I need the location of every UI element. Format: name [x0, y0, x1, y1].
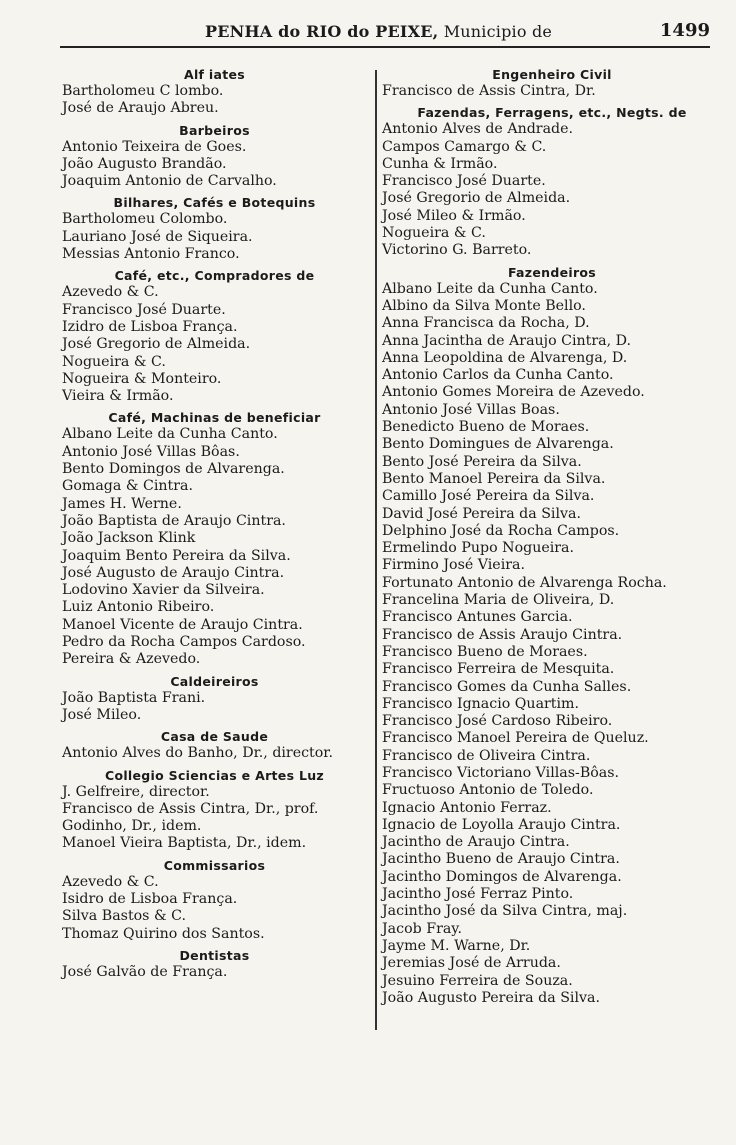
section-title: Fazendeiros [507, 264, 597, 280]
directory-entry: Izidro de Lisboa França. [62, 318, 238, 335]
directory-entry: Vieira & Irmão. [62, 388, 174, 405]
directory-entry: Anna Leopoldina de Alvarenga, D. [382, 349, 628, 366]
directory-section [62, 857, 367, 943]
directory-entry: Nogueira & Monteiro. [62, 370, 222, 387]
directory-entry: Nogueira & C. [62, 353, 166, 370]
directory-entry: Bento Domingues de Alvarenga. [382, 436, 614, 453]
directory-entry: Luiz Antonio Ribeiro. [62, 599, 215, 616]
header-title [205, 22, 552, 41]
directory-section [62, 194, 367, 263]
directory-entry: Jeremias José de Arruda. [382, 955, 561, 972]
directory-section [382, 104, 722, 259]
directory-entry: Jacintho de Araujo Cintra. [382, 834, 570, 851]
directory-entry: Joaquim Bento Pereira da Silva. [62, 547, 291, 564]
left-column [62, 66, 367, 985]
directory-entry: Jacintho José Ferraz Pinto. [382, 886, 574, 903]
directory-entry: João Augusto Brandão. [62, 155, 227, 172]
directory-entry: Fortunato Antonio de Alvarenga Rocha. [382, 574, 667, 591]
directory-entry: José Augusto de Araujo Cintra. [62, 564, 285, 581]
directory-entry: Campos Camargo & C. [382, 138, 547, 155]
directory-section [62, 728, 367, 762]
section-title: Fazendas, Ferragens, etc., Negts. de [417, 105, 687, 121]
page-number: 1499 [659, 20, 710, 41]
directory-entry: Francisco de Oliveira Cintra. [382, 747, 591, 764]
directory-entry: Antonio José Villas Boas. [382, 401, 560, 418]
directory-entry: Francisco de Assis Cintra, Dr., prof. [62, 800, 319, 817]
directory-entry: Francisco de Assis Araujo Cintra. [382, 626, 623, 643]
directory-entry: João Baptista Frani. [62, 689, 206, 706]
directory-entry: Fructuoso Antonio de Toledo. [382, 782, 594, 799]
directory-entry: João Augusto Pereira da Silva. [382, 989, 600, 1006]
directory-entry: Francisco Manoel Pereira de Queluz. [382, 730, 649, 747]
directory-entry: Jacintho Domingos de Alvarenga. [382, 868, 622, 885]
section-title: Commissarios [163, 857, 266, 873]
running-header [60, 20, 710, 48]
directory-entry: João Baptista de Araujo Cintra. [62, 512, 286, 529]
column-divider [375, 70, 377, 1030]
directory-entry: Albano Leite da Cunha Canto. [382, 280, 598, 297]
section-title: Caldeireiros [170, 673, 259, 689]
directory-entry: Messias Antonio Franco. [62, 246, 240, 263]
directory-entry: Gomaga & Cintra. [62, 478, 193, 495]
directory-entry: Camillo José Pereira da Silva. [382, 488, 595, 505]
directory-entry: James H. Werne. [62, 495, 182, 512]
directory-entry: Bento Domingos de Alvarenga. [62, 461, 285, 478]
section-title: Alf iates [183, 67, 246, 82]
directory-section [62, 66, 367, 118]
directory-entry: Manoel Vieira Baptista, Dr., idem. [62, 835, 307, 852]
directory-entry: Antonio Alves de Andrade. [382, 121, 574, 138]
directory-entry: Joaquim Antonio de Carvalho. [62, 173, 277, 190]
directory-entry: David José Pereira da Silva. [382, 505, 581, 522]
directory-entry: Francisco Ferreira de Mesquita. [382, 661, 615, 678]
directory-entry: Azevedo & C. [62, 284, 159, 301]
directory-entry: Godinho, Dr., idem. [62, 818, 202, 835]
directory-entry: Silva Bastos & C. [62, 908, 186, 925]
directory-entry: Francisco José Cardoso Ribeiro. [382, 713, 613, 730]
directory-entry: Benedicto Bueno de Moraes. [382, 419, 590, 436]
directory-entry: Bartholomeu Colombo. [62, 211, 228, 228]
directory-entry: Antonio José Villas Bôas. [62, 443, 240, 460]
directory-entry: Francisco Bueno de Moraes. [382, 643, 588, 660]
directory-section [62, 267, 367, 405]
section-title: Casa de Saude [160, 729, 269, 745]
directory-entry: Nogueira & C. [382, 225, 486, 242]
directory-entry: Antonio Carlos da Cunha Canto. [382, 367, 614, 384]
directory-entry: Francisco Gomes da Cunha Salles. [382, 678, 632, 695]
section-title: Bilhares, Cafés e Botequins [113, 195, 316, 211]
directory-entry: José Gregorio de Almeida. [382, 190, 571, 207]
directory-entry: Antonio Gomes Moreira de Azevedo. [382, 384, 645, 401]
directory-entry: Francisco José Duarte. [62, 301, 226, 318]
directory-entry: João Jackson Klink [62, 530, 196, 547]
directory-entry: Bartholomeu C lombo. [62, 83, 224, 99]
directory-entry: Antonio Teixeira de Goes. [62, 138, 247, 155]
section-title: Café, etc., Compradores de [114, 268, 315, 284]
header-title-main: PENHA do RIO do PEIXE, [205, 22, 439, 41]
header-title-rest: Municipio de [443, 22, 553, 41]
directory-entry: Jesuino Ferreira de Souza. [382, 972, 573, 989]
directory-entry: Delphino José da Rocha Campos. [382, 522, 620, 539]
section-title: Barbeiros [179, 122, 250, 138]
directory-entry: Lauriano José de Siqueira. [62, 228, 253, 245]
section-title: Café, Machinas de beneficiar [108, 410, 321, 426]
directory-entry: Ignacio de Loyolla Araujo Cintra. [382, 816, 621, 833]
directory-entry: Azevedo & C. [62, 873, 159, 890]
directory-entry: Anna Francisca da Rocha, D. [382, 315, 590, 332]
directory-section [382, 66, 722, 100]
directory-entry: José Gregorio de Almeida. [62, 336, 251, 353]
directory-entry: Victorino G. Barreto. [382, 242, 532, 259]
directory-entry: Ermelindo Pupo Nogueira. [382, 540, 575, 557]
directory-entry: Francisco José Duarte. [382, 173, 546, 190]
directory-entry: Pedro da Rocha Campos Cardoso. [62, 634, 306, 651]
directory-entry: Ignacio Antonio Ferraz. [382, 799, 552, 816]
directory-entry: Isidro de Lisboa França. [62, 890, 238, 907]
directory-entry: José Mileo. [62, 706, 142, 723]
directory-entry: Bento José Pereira da Silva. [382, 453, 582, 470]
directory-entry: José de Araujo Abreu. [62, 100, 219, 117]
directory-entry: Cunha & Irmão. [382, 155, 498, 172]
section-title: Collegio Sciencias e Artes Luz [104, 767, 325, 783]
directory-entry: Bento Manoel Pereira da Silva. [382, 470, 606, 487]
directory-entry: J. Gelfreire, director. [62, 783, 210, 800]
directory-entry: Albano Leite da Cunha Canto. [62, 426, 278, 443]
directory-entry: Jacob Fray. [382, 920, 462, 937]
directory-section [62, 767, 367, 853]
directory-entry: Anna Jacintha de Araujo Cintra, D. [382, 332, 631, 349]
directory-entry: Francisco Victoriano Villas-Bôas. [382, 764, 620, 781]
directory-entry: Antonio Alves do Banho, Dr., director. [62, 745, 334, 762]
section-title: Dentistas [179, 947, 250, 963]
directory-entry: Jacintho José da Silva Cintra, maj. [382, 903, 628, 920]
directory-entry: Thomaz Quirino dos Santos. [62, 925, 265, 942]
directory-entry: Jayme M. Warne, Dr. [382, 937, 531, 954]
directory-entry: José Galvão de França. [62, 963, 228, 980]
section-title: Engenheiro Civil [492, 67, 612, 82]
directory-section [62, 673, 367, 725]
directory-section [382, 264, 722, 1007]
directory-entry: Manoel Vicente de Araujo Cintra. [62, 616, 303, 633]
right-column [382, 66, 722, 1011]
directory-entry: Francisco de Assis Cintra, Dr. [382, 83, 596, 99]
directory-entry: Francisco Antunes Garcia. [382, 609, 573, 626]
directory-entry: Firmino José Vieira. [382, 557, 525, 574]
directory-entry: José Mileo & Irmão. [382, 207, 526, 224]
directory-entry: Lodovino Xavier da Silveira. [62, 582, 265, 599]
directory-entry: Albino da Silva Monte Bello. [382, 297, 586, 314]
directory-entry: Francelina Maria de Oliveira, D. [382, 592, 615, 609]
directory-entry: Pereira & Azevedo. [62, 651, 201, 668]
directory-entry: Jacintho Bueno de Araujo Cintra. [382, 851, 620, 868]
directory-entry: Francisco Ignacio Quartim. [382, 695, 580, 712]
directory-section [62, 947, 367, 981]
directory-section [62, 409, 367, 668]
directory-section [62, 122, 367, 191]
